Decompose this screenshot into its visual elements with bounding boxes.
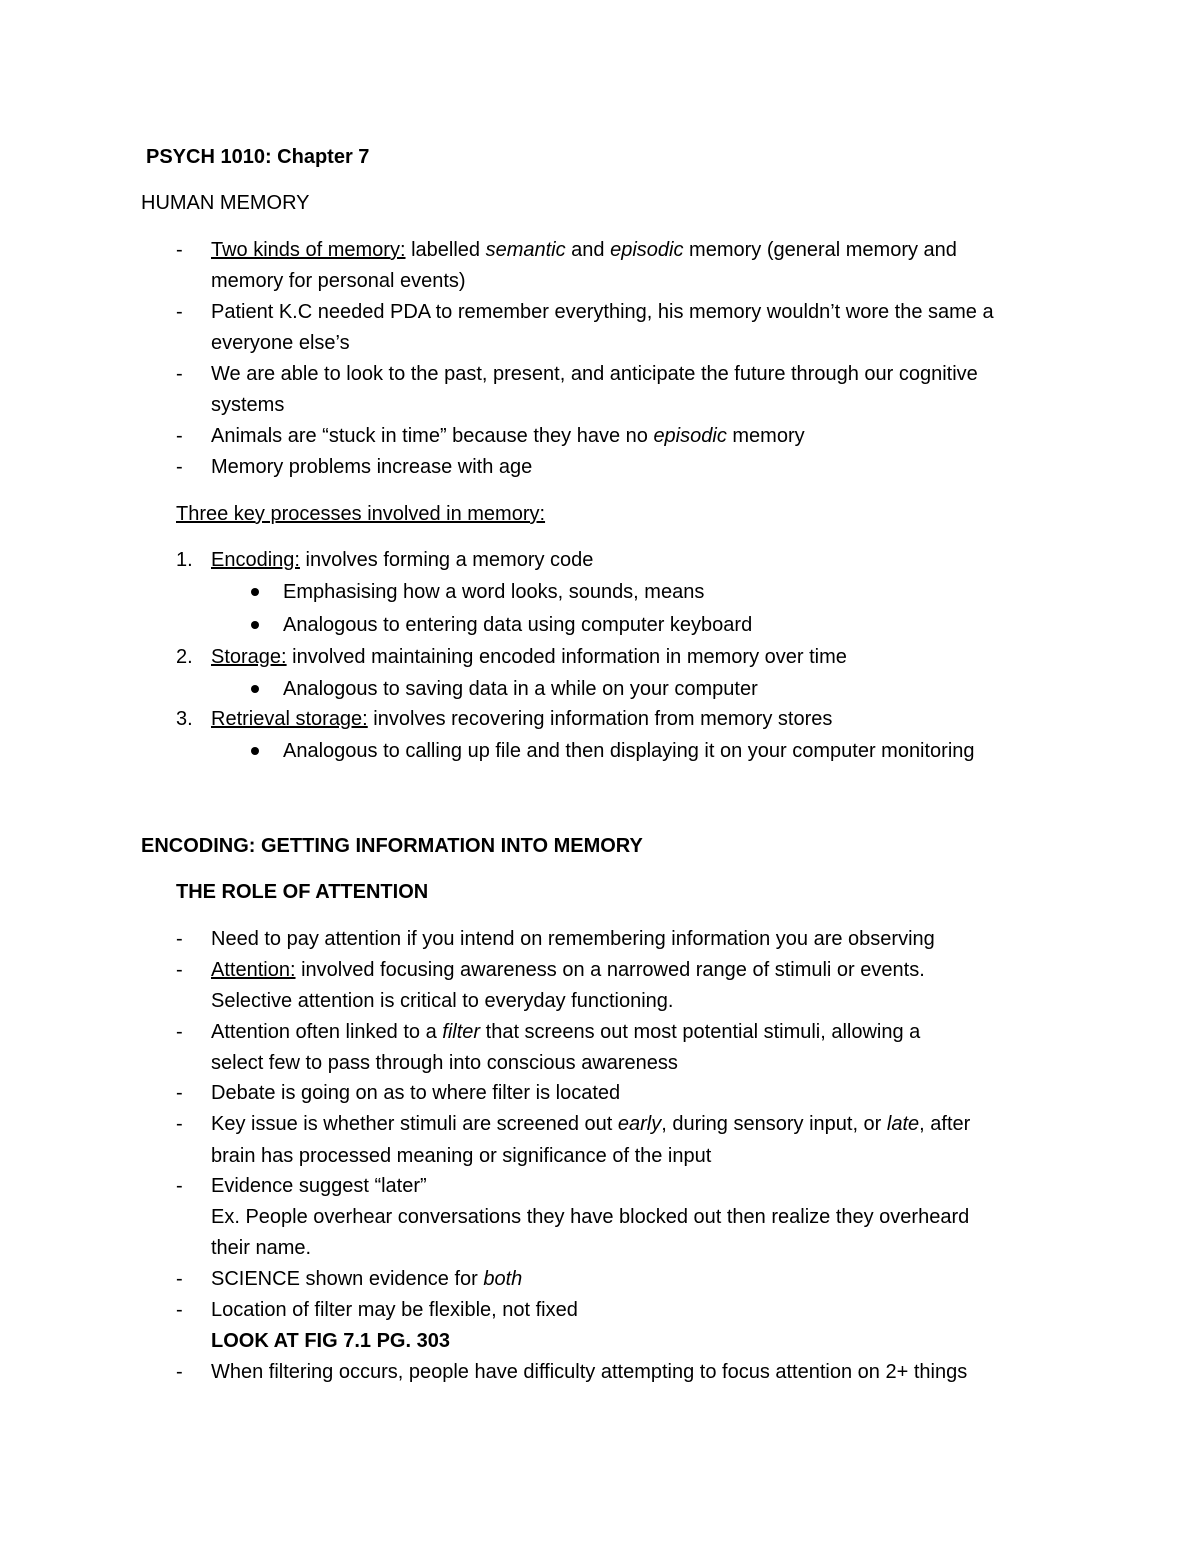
term-label: Two kinds of memory: <box>211 239 406 261</box>
dash-marker: - <box>176 1299 183 1321</box>
term-label: Encoding: <box>211 549 300 571</box>
list-item-continuation: brain has processed meaning or significance of the input <box>211 1145 712 1167</box>
list-item: We are able to look to the past, present, and anticipate the future through our cognitive <box>211 363 978 385</box>
list-number: 3. <box>176 708 193 730</box>
list-item-continuation: everyone else’s <box>211 332 350 354</box>
dash-marker: - <box>176 1021 183 1043</box>
sub-list-item: Analogous to entering data using computer keyboard <box>283 614 753 636</box>
dash-marker: - <box>176 239 183 261</box>
list-item-continuation: select few to pass through into conscious awareness <box>211 1052 678 1074</box>
section-heading-human-memory: HUMAN MEMORY <box>141 192 310 214</box>
list-item: Need to pay attention if you intend on remembering information you are observing <box>211 928 935 950</box>
list-item: Attention: involved focusing awareness on a narrowed range of stimuli or events. <box>211 959 925 981</box>
document-title: PSYCH 1010: Chapter 7 <box>146 146 370 168</box>
list-item: Two kinds of memory: labelled semantic and episodic memory (general memory and <box>211 239 957 261</box>
list-item: Animals are “stuck in time” because they have no episodic memory <box>211 425 805 447</box>
list-item-continuation: Ex. People overhear conversations they have blocked out then realize they overheard <box>211 1206 970 1228</box>
dash-marker: - <box>176 928 183 950</box>
list-item: Evidence suggest “later” <box>211 1175 427 1197</box>
sub-list-item: Emphasising how a word looks, sounds, means <box>283 581 705 603</box>
numbered-item: Retrieval storage: involves recovering information from memory stores <box>211 708 833 730</box>
list-item-continuation: systems <box>211 394 285 416</box>
list-item: Debate is going on as to where filter is located <box>211 1082 621 1104</box>
list-item: Location of filter may be flexible, not fixed <box>211 1299 578 1321</box>
dash-marker: - <box>176 363 183 385</box>
dash-marker: - <box>176 456 183 478</box>
list-item-continuation: Selective attention is critical to everyday functioning. <box>211 990 674 1012</box>
dash-marker: - <box>176 301 183 323</box>
bullet-marker <box>251 621 259 629</box>
term-label: Retrieval storage: <box>211 708 368 730</box>
bullet-marker <box>251 685 259 693</box>
subsection-heading-attention: THE ROLE OF ATTENTION <box>176 881 429 903</box>
sub-list-item: Analogous to calling up file and then displaying it on your computer monitoring <box>283 740 975 762</box>
numbered-item: Storage: involved maintaining encoded information in memory over time <box>211 646 847 668</box>
list-number: 2. <box>176 646 193 668</box>
figure-reference: LOOK AT FIG 7.1 PG. 303 <box>211 1330 450 1352</box>
dash-marker: - <box>176 959 183 981</box>
list-item-continuation: memory for personal events) <box>211 270 466 292</box>
dash-marker: - <box>176 1361 183 1383</box>
dash-marker: - <box>176 1082 183 1104</box>
dash-marker: - <box>176 425 183 447</box>
section-heading-encoding: ENCODING: GETTING INFORMATION INTO MEMORY <box>141 835 643 857</box>
list-item: Patient K.C needed PDA to remember everything, his memory wouldn’t wore the same a <box>211 301 994 323</box>
numbered-item: Encoding: involves forming a memory code <box>211 549 594 571</box>
section-heading-processes: Three key processes involved in memory: <box>176 503 546 525</box>
sub-list-item: Analogous to saving data in a while on your computer <box>283 678 758 700</box>
dash-marker: - <box>176 1175 183 1197</box>
bullet-marker <box>251 747 259 755</box>
list-item: Attention often linked to a filter that screens out most potential stimuli, allowing a <box>211 1021 921 1043</box>
term-label: Storage: <box>211 646 287 668</box>
bullet-marker <box>251 588 259 596</box>
dash-marker: - <box>176 1268 183 1290</box>
list-item: Key issue is whether stimuli are screened out early, during sensory input, or late, after <box>211 1113 971 1135</box>
list-item: Memory problems increase with age <box>211 456 533 478</box>
list-number: 1. <box>176 549 193 571</box>
list-item-continuation: their name. <box>211 1237 312 1259</box>
term-label: Attention: <box>211 959 296 981</box>
list-item: When filtering occurs, people have difficulty attempting to focus attention on 2+ things <box>211 1361 968 1383</box>
dash-marker: - <box>176 1113 183 1135</box>
list-item: SCIENCE shown evidence for both <box>211 1268 523 1290</box>
